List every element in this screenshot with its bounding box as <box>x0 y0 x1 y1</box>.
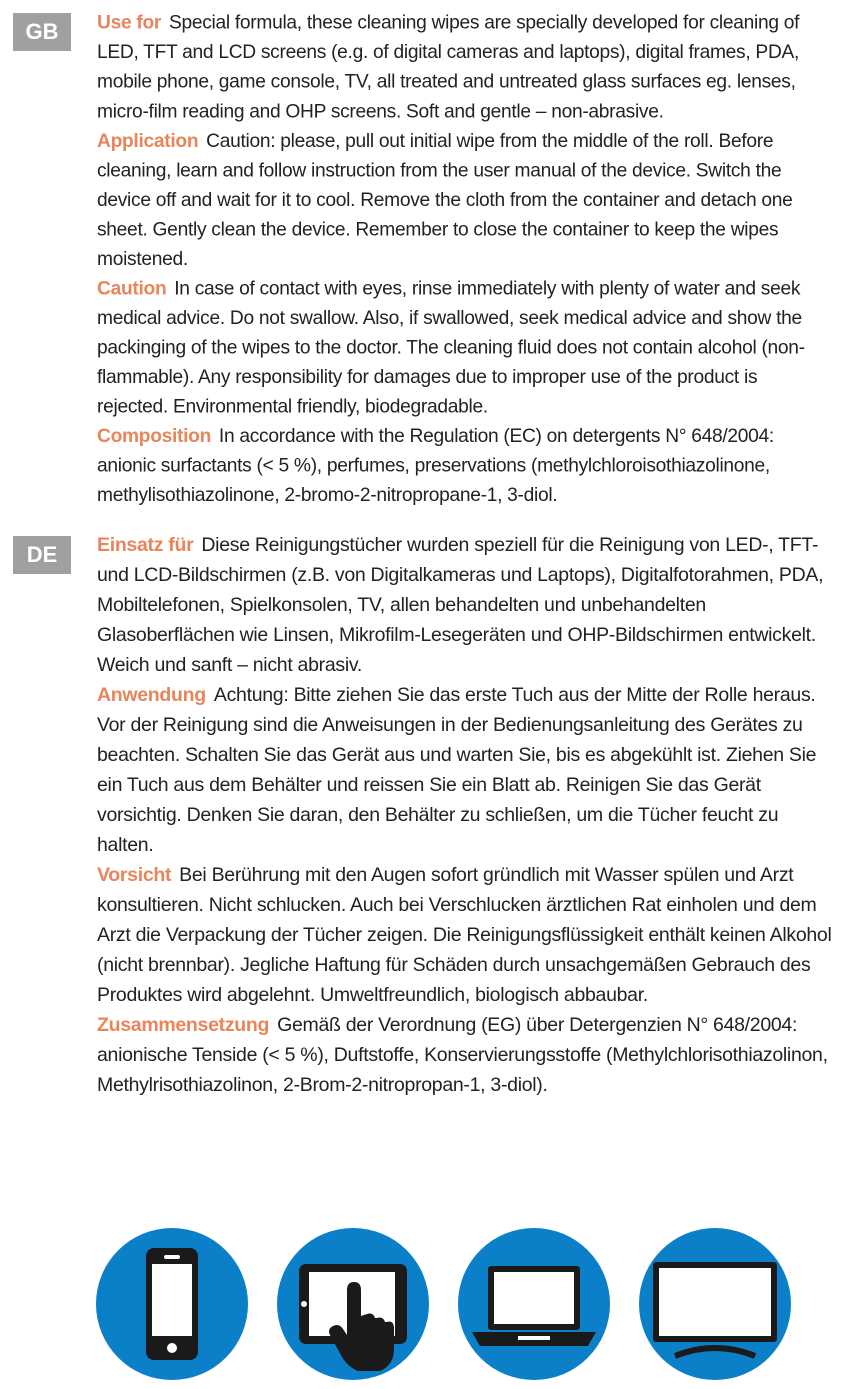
paragraph-heading: Caution <box>97 277 167 300</box>
section-text-gb <box>97 8 832 510</box>
paragraph-heading: Vorsicht <box>97 864 172 886</box>
section-text-de <box>97 530 832 1100</box>
language-badge-de: DE <box>13 536 71 574</box>
laptop-icon <box>458 1228 610 1380</box>
paragraph-heading: Einsatz für <box>97 534 194 556</box>
paragraph-body: Caution: please, pull out initial wipe from the middle of the roll. Before cleaning, learn and follow instruction from the user manual of the device. Switch the device off and wait for it to cool. Remove the cloth from the container and detach one sheet. Gently clean the device. Remember to close the container to keep the wipes moistened. <box>97 130 793 270</box>
paragraph-heading: Anwendung <box>97 684 206 706</box>
tv-icon <box>639 1228 791 1380</box>
tablet-touch-icon <box>277 1228 429 1380</box>
language-badge-gb: GB <box>13 13 71 51</box>
paragraph-heading: Use for <box>97 11 162 34</box>
paragraph-composition <box>97 421 832 510</box>
paragraph-einsatz-fuer <box>97 530 832 680</box>
paragraph-use-for <box>97 8 832 126</box>
paragraph-caution <box>97 274 832 422</box>
paragraph-zusammensetzung <box>97 1010 832 1100</box>
paragraph-heading: Zusammensetzung <box>97 1014 270 1036</box>
paragraph-vorsicht <box>97 860 832 1010</box>
paragraph-body: Diese Reinigungstücher wurden speziell für die Reinigung von LED-, TFT- und LCD-Bildschirmen (z.B. von Digitalkameras und Laptops), Digitalfotorahmen, PDA, Mobiltelefonen, Spielkonsolen, TV, allen behandelten und unbehandelten Glasoberflächen wie Linsen, Mikrofilm-Lesegeräten und OHP-Bildschirmen entwickelt. Weich und sanft – nicht abrasiv. <box>97 534 824 676</box>
paragraph-application <box>97 126 832 274</box>
paragraph-body: In accordance with the Regulation (EC) on detergents N° 648/2004: anionic surfactants (< 5 %), perfumes, preservations (methylchloroisothiazolinone, methylisothiazolinone, 2-bromo-2-nitropropane-1, 3-diol. <box>97 425 774 507</box>
paragraph-body: In case of contact with eyes, rinse immediately with plenty of water and seek medical advice. Do not swallow. Also, if swallowed, seek medical advice and show the packinging of the wipes to the doctor. The cleaning fluid does not contain alcohol (non-flammable). Any responsibility for damages due to improper use of the product is rejected. Environmental friendly, biodegradable. <box>97 277 805 418</box>
paragraph-body: Gemäß der Verordnung (EG) über Detergenzien N° 648/2004: anionische Tenside (< 5 %), Duftstoffe, Konservierungsstoffe (Methylchlorisothiazolinon, Methylrisothiazolinon, 2-Brom-2-nitropropan-1, 3-diol). <box>97 1014 828 1096</box>
device-icons-row <box>0 1228 846 1389</box>
paragraph-body: Achtung: Bitte ziehen Sie das erste Tuch aus der Mitte der Rolle heraus. Vor der Reinigung sind die Anweisungen in der Bedienungsanleitung des Gerätes zu beachten. Schalten Sie das Gerät aus und warten Sie, bis es abgekühlt ist. Ziehen Sie ein Tuch aus dem Behälter und reissen Sie ein Blatt ab. Reinigen Sie das Gerät vorsichtig. Denken Sie daran, den Behälter zu schließen, um die Tücher feucht zu halten. <box>97 684 817 856</box>
paragraph-body: Special formula, these cleaning wipes are specially developed for cleaning of LED, TFT and LCD screens (e.g. of digital cameras and laptops), digital frames, PDA, mobile phone, game console, TV, all treated and untreated glass surfaces eg. lenses, micro-film reading and OHP screens. Soft and gentle – non-abrasive. <box>97 11 800 123</box>
paragraph-heading: Application <box>97 130 199 152</box>
paragraph-heading: Composition <box>97 425 212 448</box>
paragraph-body: Bei Berührung mit den Augen sofort gründlich mit Wasser spülen und Arzt konsultieren. Nicht schlucken. Auch bei Verschlucken ärztlichen Rat einholen und dem Arzt die Verpackung der Tücher zeigen. Die Reinigungsflüssigkeit enthält keinen Alkohol (nicht brennbar). Jegliche Haftung für Schäden durch unsachgemäßen Gebrauch des Produktes wird abgelehnt. Umweltfreundlich, biologisch abbaubar. <box>97 864 832 1006</box>
paragraph-anwendung <box>97 680 832 860</box>
smartphone-icon <box>96 1228 248 1380</box>
